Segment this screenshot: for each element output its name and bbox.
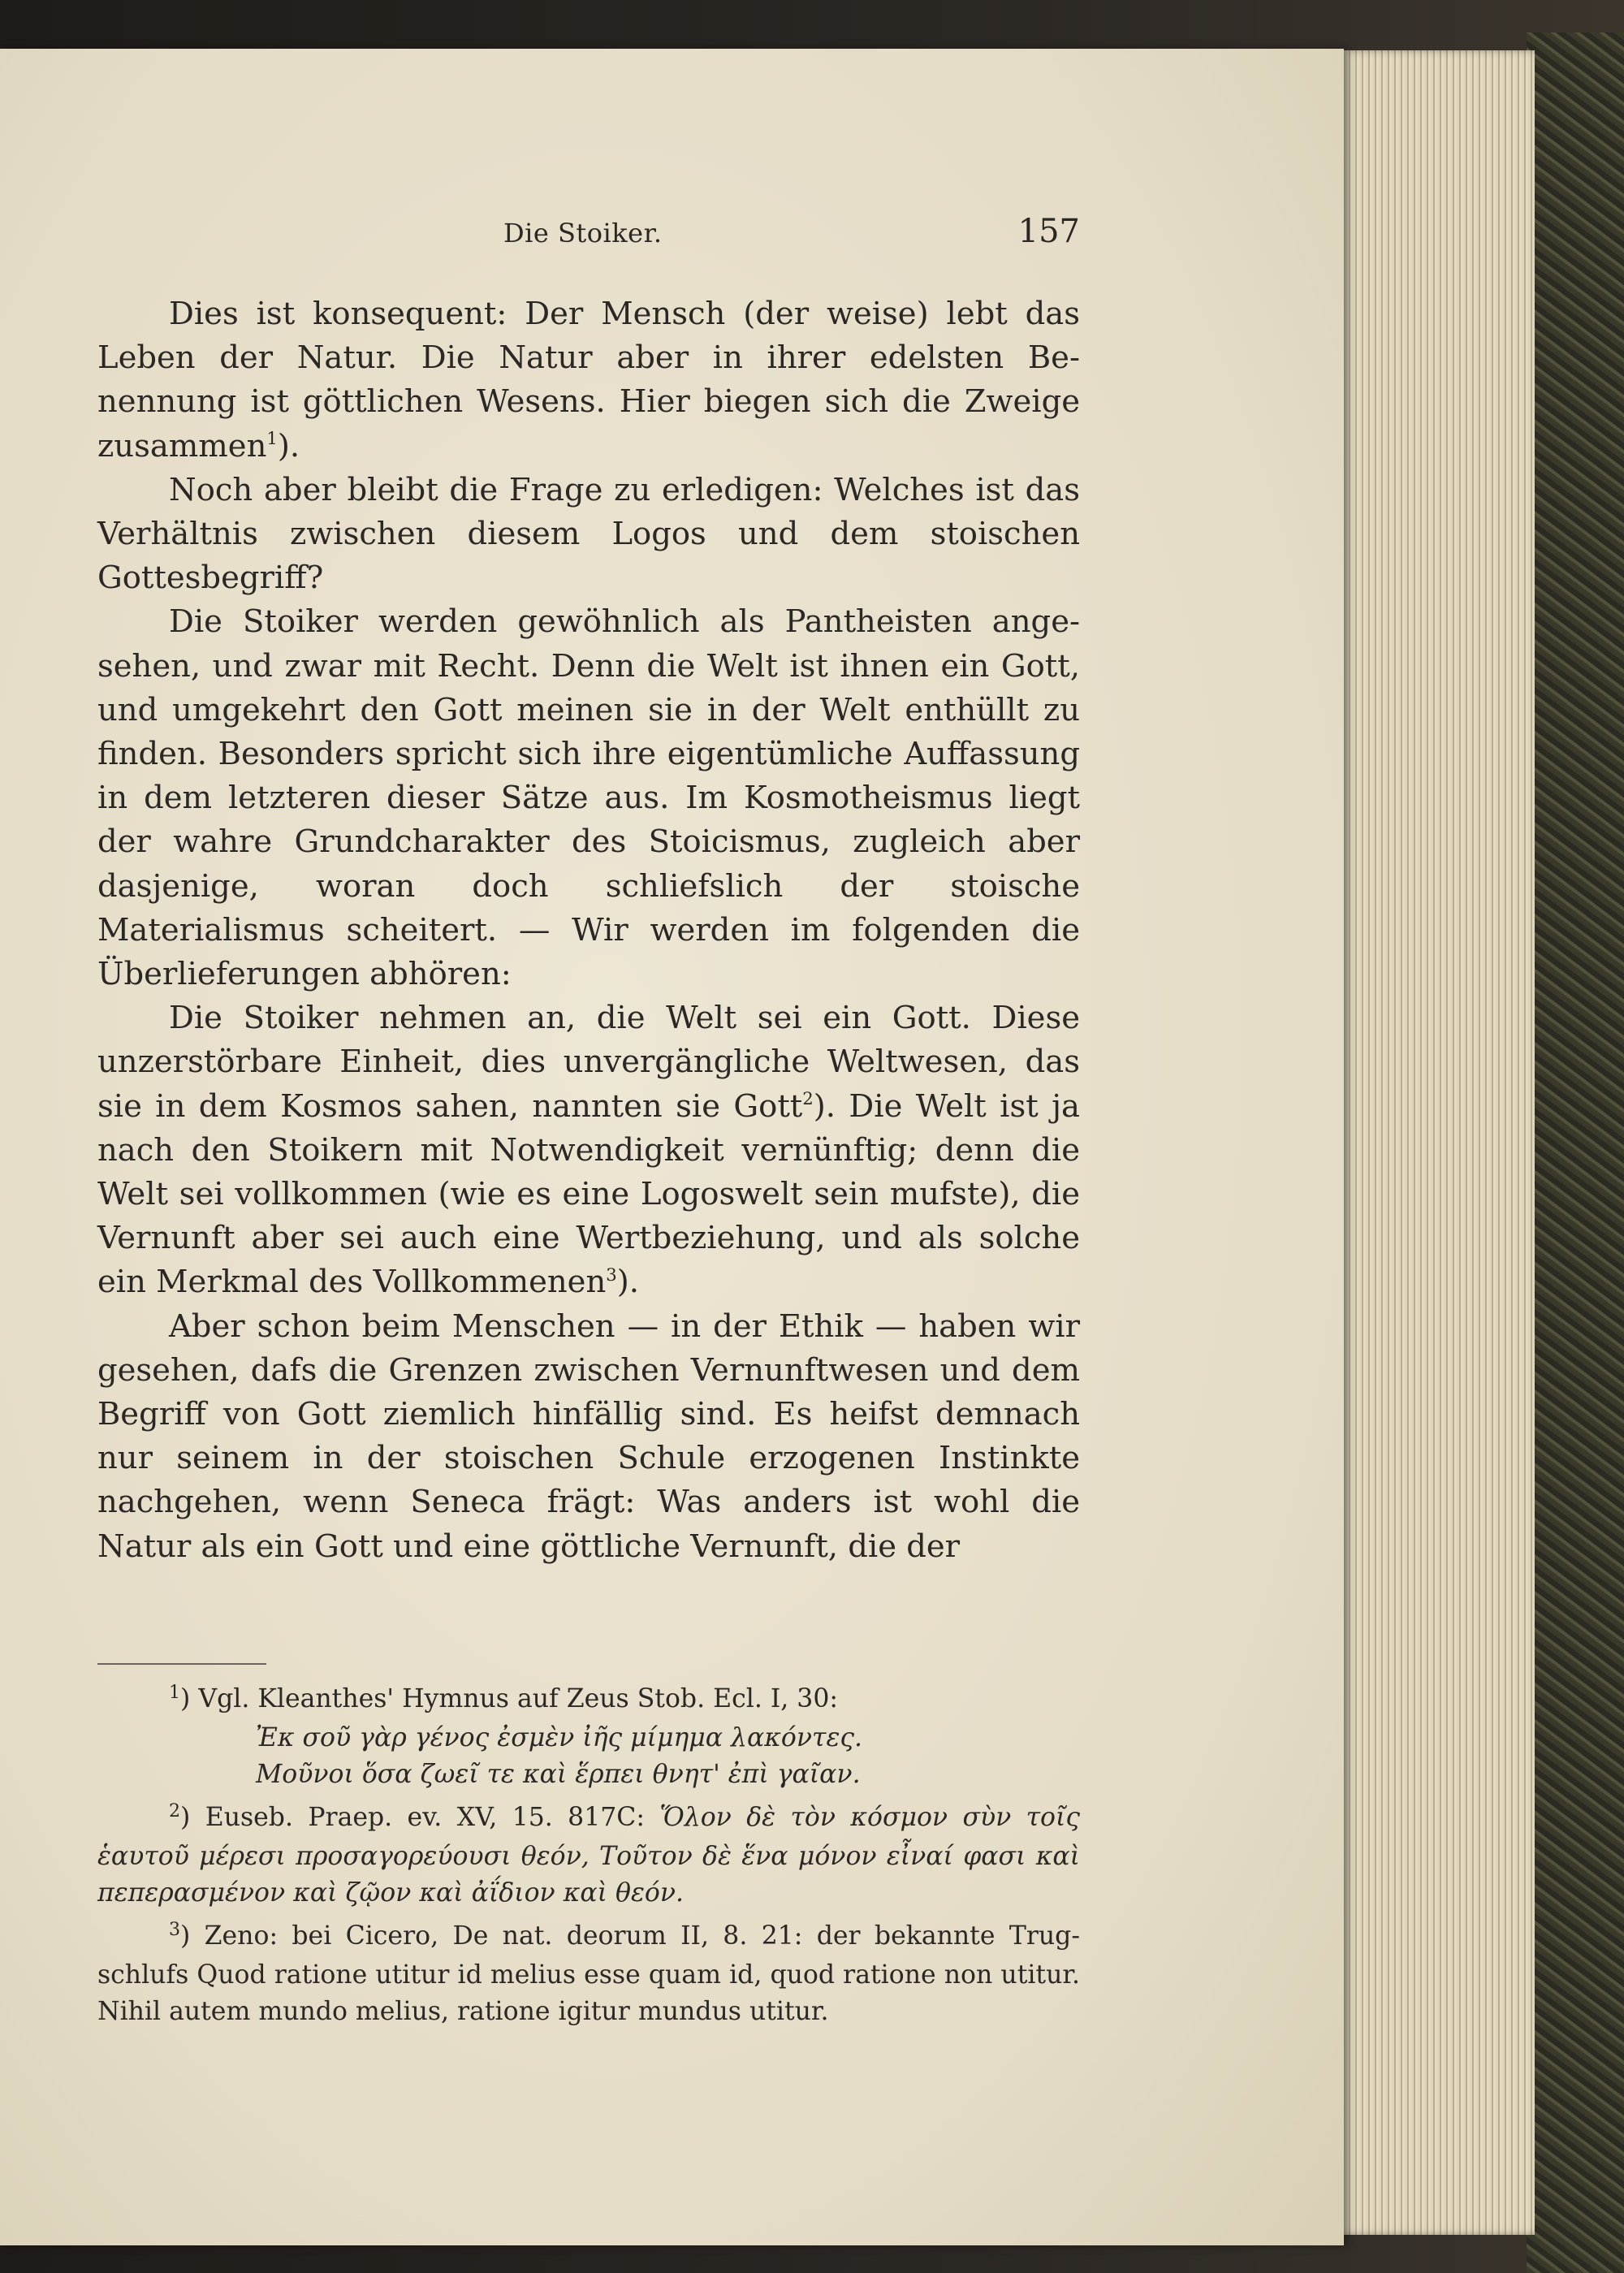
footnote-ref[interactable]: 2 bbox=[802, 1087, 814, 1108]
footnote-number: 3 bbox=[169, 1919, 181, 1940]
footnote-number: 2 bbox=[169, 1800, 181, 1821]
footnote: $^3$) Zeno: bei Cicero, De nat. deorum II, 8. 21: der bekannte Trugschlufs Quod ratione utitur id melius esse quam id, quod ratione non utitur. Nihil autem mundo melius, ratione igitur mundus utitur. bbox=[97, 1919, 1080, 2026]
footnotes bbox=[97, 1681, 1080, 2037]
book-page bbox=[0, 49, 1344, 2245]
paragraph: Noch aber bleibt die Frage zu erledigen: Welches ist das Verhältnis zwischen diesem Logos und dem stoischen Gottesbegriff? bbox=[97, 471, 1080, 597]
body-text bbox=[97, 292, 1080, 1569]
greek-verse: Ἐκ σοῦ γὰρ γένος ἐσμὲν ἰῆς μίμημα λακόντες. bbox=[256, 1723, 863, 1752]
paragraph: Die Stoiker nehmen an, die Welt sei ein Gott. Diese unzerstörbare Einheit, dies unvergängliche Weltwesen, das sie in dem Kosmos sahen, nannten sie Gott$^2$). Die Welt ist ja nach den Stoikern mit Notwendigkeit vernünftig; denn die Welt sei vollkommen (wie es eine Logoswelt sein mufste), die Vernunft aber sei auch eine Wertbeziehung, und als solche ein Merkmal des Vollkommenen$^3$). bbox=[97, 1000, 1081, 1301]
footnote: $^1$) Vgl. Kleanthes' Hymnus auf Zeus Stob. Ecl. I, 30: Ἐκ σοῦ γὰρ γένος ἐσμὲν ἰῆς μίμημα λακόντες. Μοῦνοι ὅσα ζωεῖ τε καὶ ἕρπει θνητ' ἐπὶ γαῖαν. bbox=[97, 1681, 1080, 1793]
paragraph: Dies ist konsequent: Der Mensch (der weise) lebt das Leben der Natur. Die Natur aber in ihrer edelsten Benennung ist göttlichen Wesens. Hier biegen sich die Zweige zusammen$^1$). bbox=[97, 296, 1080, 465]
footnote: $^2$) Euseb. Praep. ev. XV, 15. 817C: Ὅλον δὲ τὸν κόσμον σὺν τοῖς ἑαυτοῦ μέρεσι προσαγορεύουσι θεόν, Τοῦτον δὲ ἕνα μόνον εἶναί φασι καὶ πεπερασμένον καὶ ζῷον καὶ ἀΐδιον καὶ θεόν. bbox=[97, 1800, 1081, 1908]
page-edges bbox=[1340, 50, 1535, 2235]
footnote-ref[interactable]: 3 bbox=[606, 1264, 617, 1285]
footnote-ref[interactable]: 1 bbox=[266, 427, 278, 448]
running-head bbox=[97, 213, 1080, 266]
book-cover bbox=[1527, 32, 1624, 2273]
greek-verse: Μοῦνοι ὅσα ζωεῖ τε καὶ ἕρπει θνητ' ἐπὶ γαῖαν. bbox=[256, 1760, 861, 1789]
footnote-divider bbox=[97, 1663, 266, 1665]
footnote-number: 1 bbox=[169, 1682, 181, 1703]
paragraph: Aber schon beim Menschen — in der Ethik — haben wir gesehen, dafs die Grenzen zwischen Vernunftwesen und dem Begriff von Gott ziemlich hinfällig sind. Es heifst demnach nur seinem in der stoischen Schule erzogenen Instinkte nachgehen, wenn Seneca frägt: Was anders ist wohl die Natur als ein Gott und eine göttliche Vernunft, die der bbox=[97, 1307, 1080, 1565]
paragraph: Die Stoiker werden gewöhnlich als Pantheisten angesehen, und zwar mit Recht. Denn die Welt ist ihnen ein Gott, und umgekehrt den Gott meinen sie in der Welt enthüllt zu finden. Besonders spricht sich ihre eigentümliche Auffassung in dem letzteren dieser Sätze aus. Im Kosmotheismus liegt der wahre Grundcharakter des Stoicismus, zugleich aber dasjenige, woran doch schliefslich der stoische Materialismus scheitert. — Wir werden im folgenden die Überlieferungen abhören: bbox=[97, 603, 1080, 993]
greek-quote: Ὅλον δὲ τὸν κόσμον σὺν τοῖς ἑαυτοῦ μέρεσι προσαγορεύουσι θεόν, Τοῦτον δὲ ἕνα μόνον εἶναί φασι καὶ πεπερασμένον καὶ ζῷον καὶ ἀΐδιον καὶ θεόν. bbox=[97, 1803, 1081, 1908]
running-title: Die Stoiker. bbox=[503, 218, 663, 248]
page-number: 157 bbox=[1017, 213, 1080, 250]
